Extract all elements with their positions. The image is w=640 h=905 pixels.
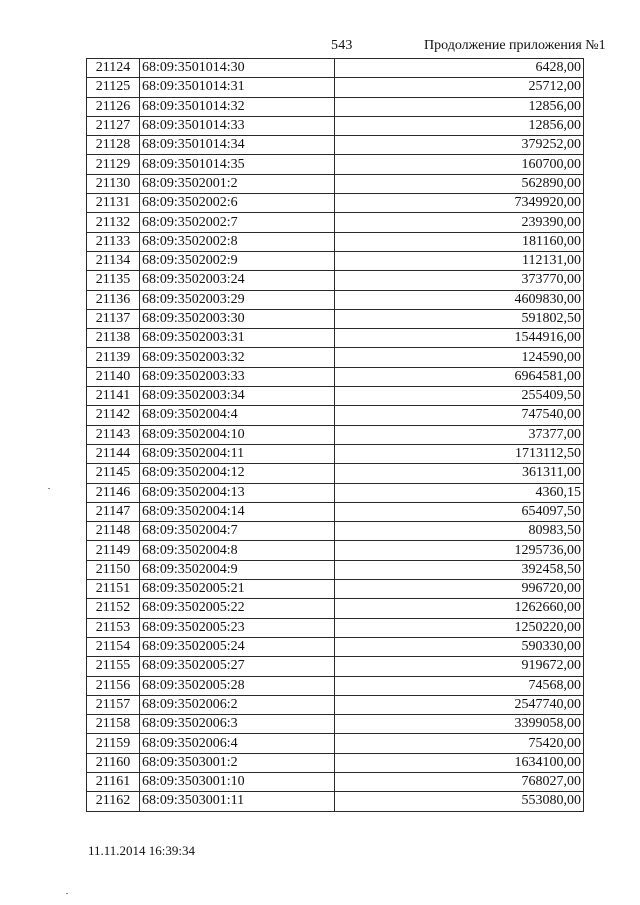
- table-row: [87, 406, 584, 425]
- table-row: [87, 155, 584, 174]
- cadastral-number-cell: 68:09:3502003:31: [140, 329, 335, 348]
- table-row: [87, 618, 584, 637]
- table-row: [87, 136, 584, 155]
- cadastral-number-cell: 68:09:3502005:21: [140, 580, 335, 599]
- cadastral-number-cell: 68:09:3502004:13: [140, 483, 335, 502]
- table-row: [87, 676, 584, 695]
- cadastral-number-cell: 68:09:3502006:4: [140, 734, 335, 753]
- cadastral-number-cell: 68:09:3502004:8: [140, 541, 335, 560]
- table-row: [87, 309, 584, 328]
- cadastral-number-cell: 68:09:3501014:31: [140, 78, 335, 97]
- cadastral-number-cell: 68:09:3502002:9: [140, 251, 335, 270]
- row-number-cell: 21147: [87, 502, 140, 521]
- row-number-cell: 21155: [87, 657, 140, 676]
- value-cell: 1295736,00: [335, 541, 584, 560]
- row-number-cell: 21131: [87, 194, 140, 213]
- value-cell: 12856,00: [335, 116, 584, 135]
- row-number-cell: 21124: [87, 59, 140, 78]
- value-cell: 75420,00: [335, 734, 584, 753]
- registry-table-body: [87, 59, 584, 812]
- value-cell: 6428,00: [335, 59, 584, 78]
- cadastral-number-cell: 68:09:3502004:11: [140, 444, 335, 463]
- cadastral-number-cell: 68:09:3502003:24: [140, 271, 335, 290]
- cadastral-number-cell: 68:09:3502002:6: [140, 194, 335, 213]
- row-number-cell: 21146: [87, 483, 140, 502]
- table-row: [87, 213, 584, 232]
- cadastral-number-cell: 68:09:3502003:32: [140, 348, 335, 367]
- table-row: [87, 97, 584, 116]
- table-row: [87, 541, 584, 560]
- table-row: [87, 580, 584, 599]
- row-number-cell: 21149: [87, 541, 140, 560]
- cadastral-number-cell: 68:09:3502005:22: [140, 599, 335, 618]
- value-cell: 747540,00: [335, 406, 584, 425]
- row-number-cell: 21156: [87, 676, 140, 695]
- table-row: [87, 387, 584, 406]
- print-timestamp: 11.11.2014 16:39:34: [88, 843, 196, 858]
- cadastral-number-cell: 68:09:3503001:10: [140, 772, 335, 791]
- table-row: [87, 116, 584, 135]
- cadastral-number-cell: 68:09:3503001:11: [140, 792, 335, 811]
- row-number-cell: 21142: [87, 406, 140, 425]
- value-cell: 4360,15: [335, 483, 584, 502]
- value-cell: 37377,00: [335, 425, 584, 444]
- cadastral-number-cell: 68:09:3502005:24: [140, 637, 335, 656]
- row-number-cell: 21143: [87, 425, 140, 444]
- value-cell: 1262660,00: [335, 599, 584, 618]
- row-number-cell: 21158: [87, 715, 140, 734]
- value-cell: 7349920,00: [335, 194, 584, 213]
- value-cell: 768027,00: [335, 772, 584, 791]
- row-number-cell: 21152: [87, 599, 140, 618]
- cadastral-number-cell: 68:09:3502003:34: [140, 387, 335, 406]
- table-row: [87, 715, 584, 734]
- value-cell: 591802,50: [335, 309, 584, 328]
- table-row: [87, 657, 584, 676]
- value-cell: 80983,50: [335, 522, 584, 541]
- table-row: [87, 194, 584, 213]
- cadastral-number-cell: 68:09:3502004:7: [140, 522, 335, 541]
- cadastral-number-cell: 68:09:3502004:9: [140, 560, 335, 579]
- cadastral-number-cell: 68:09:3502003:29: [140, 290, 335, 309]
- cadastral-number-cell: 68:09:3502004:4: [140, 406, 335, 425]
- value-cell: 553080,00: [335, 792, 584, 811]
- value-cell: 6964581,00: [335, 367, 584, 386]
- row-number-cell: 21125: [87, 78, 140, 97]
- row-number-cell: 21154: [87, 637, 140, 656]
- cadastral-number-cell: 68:09:3502004:10: [140, 425, 335, 444]
- table-row: [87, 464, 584, 483]
- value-cell: 1544916,00: [335, 329, 584, 348]
- row-number-cell: 21139: [87, 348, 140, 367]
- continuation-caption: Продолжение приложения №1: [424, 38, 606, 53]
- value-cell: 124590,00: [335, 348, 584, 367]
- table-row: [87, 444, 584, 463]
- table-row: [87, 734, 584, 753]
- page-number: 543: [331, 38, 353, 53]
- scan-speck: [48, 488, 50, 489]
- row-number-cell: 21151: [87, 580, 140, 599]
- cadastral-number-cell: 68:09:3503001:2: [140, 753, 335, 772]
- cadastral-number-cell: 68:09:3502004:14: [140, 502, 335, 521]
- value-cell: 392458,50: [335, 560, 584, 579]
- cadastral-number-cell: 68:09:3501014:30: [140, 59, 335, 78]
- row-number-cell: 21138: [87, 329, 140, 348]
- table-row: [87, 271, 584, 290]
- table-row: [87, 753, 584, 772]
- row-number-cell: 21157: [87, 695, 140, 714]
- table-row: [87, 425, 584, 444]
- row-number-cell: 21129: [87, 155, 140, 174]
- value-cell: 160700,00: [335, 155, 584, 174]
- cadastral-number-cell: 68:09:3502005:28: [140, 676, 335, 695]
- value-cell: 590330,00: [335, 637, 584, 656]
- cadastral-number-cell: 68:09:3502005:27: [140, 657, 335, 676]
- row-number-cell: 21128: [87, 136, 140, 155]
- row-number-cell: 21148: [87, 522, 140, 541]
- row-number-cell: 21133: [87, 232, 140, 251]
- cadastral-number-cell: 68:09:3501014:33: [140, 116, 335, 135]
- table-row: [87, 772, 584, 791]
- table-row: [87, 232, 584, 251]
- value-cell: 996720,00: [335, 580, 584, 599]
- table-row: [87, 695, 584, 714]
- value-cell: 255409,50: [335, 387, 584, 406]
- cadastral-number-cell: 68:09:3502002:8: [140, 232, 335, 251]
- cadastral-number-cell: 68:09:3502004:12: [140, 464, 335, 483]
- row-number-cell: 21144: [87, 444, 140, 463]
- value-cell: 74568,00: [335, 676, 584, 695]
- cadastral-number-cell: 68:09:3502002:7: [140, 213, 335, 232]
- row-number-cell: 21135: [87, 271, 140, 290]
- cadastral-number-cell: 68:09:3501014:32: [140, 97, 335, 116]
- scan-speck: [66, 893, 68, 894]
- cadastral-number-cell: 68:09:3502005:23: [140, 618, 335, 637]
- value-cell: 654097,50: [335, 502, 584, 521]
- value-cell: 12856,00: [335, 97, 584, 116]
- table-row: [87, 78, 584, 97]
- value-cell: 919672,00: [335, 657, 584, 676]
- row-number-cell: 21136: [87, 290, 140, 309]
- table-row: [87, 502, 584, 521]
- value-cell: 562890,00: [335, 174, 584, 193]
- value-cell: 1634100,00: [335, 753, 584, 772]
- value-cell: 2547740,00: [335, 695, 584, 714]
- row-number-cell: 21134: [87, 251, 140, 270]
- table-row: [87, 348, 584, 367]
- table-row: [87, 637, 584, 656]
- row-number-cell: 21130: [87, 174, 140, 193]
- table-row: [87, 792, 584, 811]
- cadastral-number-cell: 68:09:3502001:2: [140, 174, 335, 193]
- value-cell: 1250220,00: [335, 618, 584, 637]
- value-cell: 25712,00: [335, 78, 584, 97]
- table-row: [87, 560, 584, 579]
- row-number-cell: 21150: [87, 560, 140, 579]
- value-cell: 1713112,50: [335, 444, 584, 463]
- table-row: [87, 251, 584, 270]
- cadastral-number-cell: 68:09:3501014:35: [140, 155, 335, 174]
- table-row: [87, 599, 584, 618]
- cadastral-number-cell: 68:09:3502006:3: [140, 715, 335, 734]
- row-number-cell: 21159: [87, 734, 140, 753]
- table-row: [87, 522, 584, 541]
- value-cell: 3399058,00: [335, 715, 584, 734]
- cadastral-number-cell: 68:09:3502003:30: [140, 309, 335, 328]
- row-number-cell: 21153: [87, 618, 140, 637]
- row-number-cell: 21137: [87, 309, 140, 328]
- table-row: [87, 59, 584, 78]
- value-cell: 373770,00: [335, 271, 584, 290]
- value-cell: 112131,00: [335, 251, 584, 270]
- value-cell: 4609830,00: [335, 290, 584, 309]
- row-number-cell: 21126: [87, 97, 140, 116]
- row-number-cell: 21141: [87, 387, 140, 406]
- table-row: [87, 483, 584, 502]
- cadastral-number-cell: 68:09:3502006:2: [140, 695, 335, 714]
- value-cell: 379252,00: [335, 136, 584, 155]
- value-cell: 361311,00: [335, 464, 584, 483]
- row-number-cell: 21127: [87, 116, 140, 135]
- table-row: [87, 290, 584, 309]
- row-number-cell: 21162: [87, 792, 140, 811]
- row-number-cell: 21161: [87, 772, 140, 791]
- cadastral-number-cell: 68:09:3502003:33: [140, 367, 335, 386]
- row-number-cell: 21160: [87, 753, 140, 772]
- table-row: [87, 174, 584, 193]
- table-row: [87, 329, 584, 348]
- row-number-cell: 21132: [87, 213, 140, 232]
- table-row: [87, 367, 584, 386]
- value-cell: 181160,00: [335, 232, 584, 251]
- row-number-cell: 21145: [87, 464, 140, 483]
- registry-table: [86, 58, 584, 812]
- value-cell: 239390,00: [335, 213, 584, 232]
- cadastral-number-cell: 68:09:3501014:34: [140, 136, 335, 155]
- row-number-cell: 21140: [87, 367, 140, 386]
